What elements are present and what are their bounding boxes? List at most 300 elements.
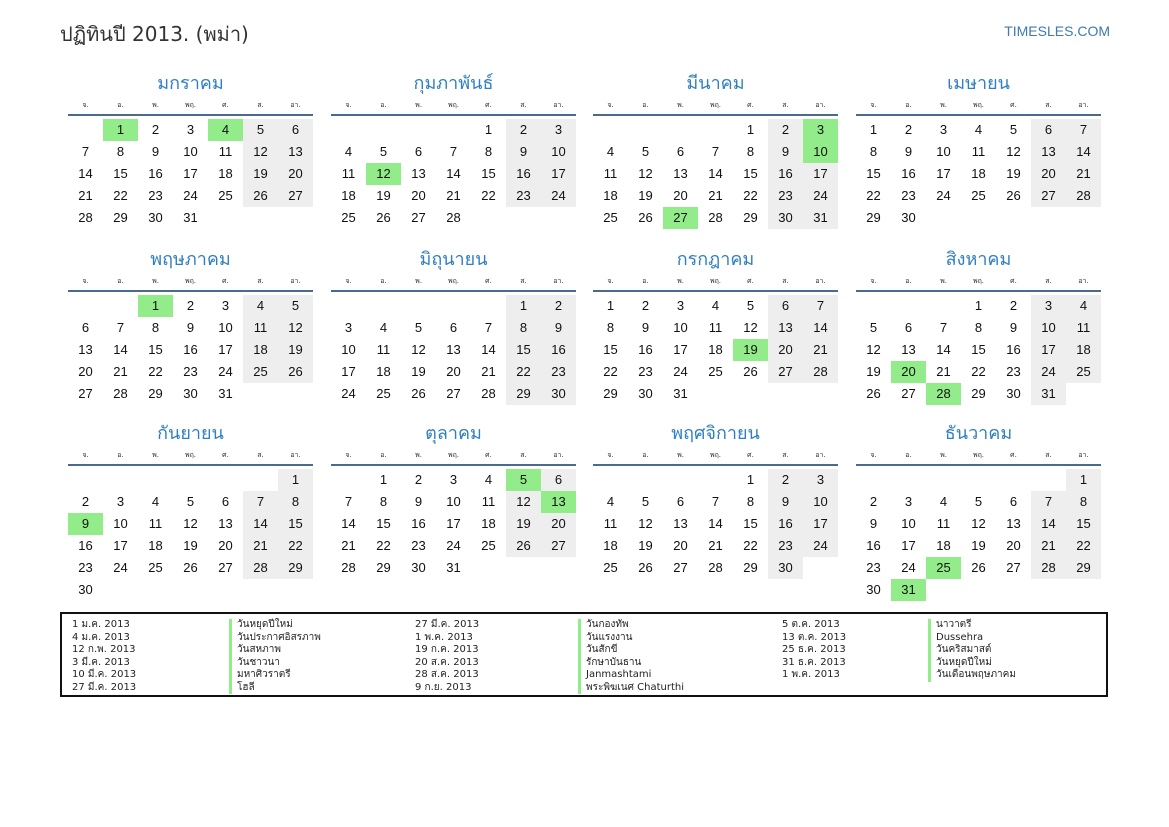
- weekday-label: พ.: [152, 451, 159, 459]
- month-block: [331, 248, 576, 405]
- day-cell: 14: [341, 516, 356, 531]
- weekday-label: ศ.: [1010, 101, 1017, 109]
- day-cell: 4: [243, 295, 278, 317]
- day-cell: 4: [208, 119, 243, 141]
- day-cell: 14: [113, 342, 128, 357]
- weekday-label: ศ.: [747, 451, 754, 459]
- empty-cell: [891, 295, 926, 317]
- weekday-header: [331, 446, 576, 466]
- empty-cell: [208, 469, 243, 491]
- weekday-label: ศ.: [485, 451, 492, 459]
- weekday-label: อ.: [905, 277, 912, 285]
- day-cell: 28: [113, 386, 128, 401]
- empty-cell: [331, 469, 366, 491]
- weekday-label: ศ.: [485, 101, 492, 109]
- legend-date: 1 พ.ค. 2013: [782, 669, 840, 680]
- day-cell: 26: [243, 185, 278, 207]
- legend-date: 13 ต.ค. 2013: [782, 631, 847, 643]
- day-cell: 17: [446, 516, 461, 531]
- legend-date: 4 ม.ค. 2013: [72, 631, 130, 643]
- day-cell: 4: [151, 494, 160, 509]
- weekday-label: อา.: [290, 451, 301, 459]
- day-cell: 23: [901, 188, 916, 203]
- day-cell: 19: [971, 538, 986, 553]
- empty-cell: [698, 469, 733, 491]
- day-cell: 11: [376, 342, 391, 357]
- weekday-label: อ.: [117, 451, 124, 459]
- legend-date: 31 ธ.ค. 2013: [782, 656, 846, 668]
- day-cell: 19: [866, 364, 881, 379]
- day-cell: 14: [446, 166, 461, 181]
- day-cell: 19: [638, 538, 653, 553]
- day-cell: 14: [708, 166, 723, 181]
- weekday-label: ส.: [257, 101, 264, 109]
- day-cell: 22: [603, 364, 618, 379]
- day-cell: 6: [221, 494, 230, 509]
- empty-cell: [401, 295, 436, 317]
- weekday-label: อ.: [117, 277, 124, 285]
- empty-cell: [243, 469, 278, 491]
- month-title: มิถุนายน: [419, 249, 488, 270]
- day-cell: 18: [218, 166, 233, 181]
- legend-holiday-name: วันหยุดปีใหม่: [229, 619, 321, 632]
- day-cell: 18: [148, 538, 163, 553]
- weekday-label: พ.: [940, 451, 947, 459]
- day-cell: 12: [243, 141, 278, 163]
- day-cell: 31: [803, 207, 838, 229]
- day-cell: 26: [506, 535, 541, 557]
- day-grid: [68, 295, 313, 405]
- day-cell: 13: [278, 141, 313, 163]
- day-cell: 25: [376, 386, 391, 401]
- day-cell: 27: [411, 210, 426, 225]
- empty-cell: [366, 119, 401, 141]
- day-cell: 10: [113, 516, 128, 531]
- day-grid: [593, 119, 838, 229]
- day-cell: 21: [78, 188, 93, 203]
- day-cell: 19: [278, 339, 313, 361]
- day-cell: 22: [148, 364, 163, 379]
- day-cell: 7: [344, 494, 353, 509]
- weekday-label: ส.: [520, 451, 527, 459]
- day-cell: 26: [376, 210, 391, 225]
- day-cell: 23: [78, 560, 93, 575]
- legend-holiday-name: วันเดือนพฤษภาคม: [928, 669, 1016, 682]
- day-cell: 6: [449, 320, 458, 335]
- day-cell: 15: [481, 166, 496, 181]
- day-cell: 21: [446, 188, 461, 203]
- day-cell: 28: [926, 383, 961, 405]
- day-cell: 14: [243, 513, 278, 535]
- weekday-label: อ.: [905, 101, 912, 109]
- day-cell: 2: [186, 298, 195, 313]
- day-cell: 5: [974, 494, 983, 509]
- day-cell: 30: [183, 386, 198, 401]
- day-cell: 16: [901, 166, 916, 181]
- day-cell: 14: [708, 516, 723, 531]
- weekday-label: อา.: [290, 101, 301, 109]
- empty-cell: [68, 469, 103, 491]
- legend-date: 19 ก.ค. 2013: [415, 644, 479, 655]
- day-cell: 7: [484, 320, 493, 335]
- day-cell: 22: [481, 188, 496, 203]
- day-cell: 27: [663, 207, 698, 229]
- day-cell: 3: [116, 494, 125, 509]
- day-cell: 25: [603, 560, 618, 575]
- weekday-label: ศ.: [747, 101, 754, 109]
- month-block: [856, 248, 1101, 405]
- weekday-header: [68, 272, 313, 292]
- empty-cell: [628, 469, 663, 491]
- day-cell: 7: [81, 144, 90, 159]
- day-cell: 13: [541, 491, 576, 513]
- legend-names-col-3: [928, 619, 1016, 682]
- day-cell: 13: [218, 516, 233, 531]
- day-cell: 19: [411, 364, 426, 379]
- day-cell: 11: [218, 144, 233, 159]
- day-cell: 9: [68, 513, 103, 535]
- day-cell: 23: [1006, 364, 1021, 379]
- day-cell: 31: [446, 560, 461, 575]
- legend-date: 12 ก.พ. 2013: [72, 644, 136, 655]
- day-cell: 4: [484, 472, 493, 487]
- weekday-label: พ.: [152, 277, 159, 285]
- day-cell: 17: [341, 364, 356, 379]
- month-block: [856, 422, 1101, 601]
- day-cell: 16: [148, 166, 163, 181]
- month-title: พฤศจิกายน: [671, 423, 760, 444]
- day-cell: 25: [341, 210, 356, 225]
- day-cell: 12: [366, 163, 401, 185]
- day-cell: 8: [278, 491, 313, 513]
- day-cell: 7: [449, 144, 458, 159]
- day-cell: 24: [901, 560, 916, 575]
- empty-cell: [1031, 469, 1066, 491]
- day-cell: 12: [971, 516, 986, 531]
- day-cell: 15: [603, 342, 618, 357]
- day-cell: 29: [113, 210, 128, 225]
- day-cell: 12: [1006, 144, 1021, 159]
- day-cell: 27: [673, 560, 688, 575]
- empty-cell: [471, 295, 506, 317]
- legend-date: 27 มี.ค. 2013: [415, 619, 480, 630]
- day-cell: 5: [506, 469, 541, 491]
- day-cell: 30: [866, 582, 881, 597]
- weekday-label: พฤ.: [447, 451, 460, 459]
- day-cell: 1: [506, 295, 541, 317]
- day-cell: 2: [414, 472, 423, 487]
- day-cell: 11: [971, 144, 986, 159]
- day-cell: 10: [183, 144, 198, 159]
- weekday-header: [68, 446, 313, 466]
- day-grid: [856, 469, 1101, 601]
- day-cell: 2: [641, 298, 650, 313]
- weekday-label: อา.: [815, 451, 826, 459]
- day-cell: 4: [711, 298, 720, 313]
- day-cell: 12: [278, 317, 313, 339]
- day-cell: 9: [768, 141, 803, 163]
- day-cell: 21: [708, 188, 723, 203]
- weekday-label: ศ.: [1010, 277, 1017, 285]
- day-cell: 3: [803, 469, 838, 491]
- day-cell: 4: [974, 122, 983, 137]
- month-title: กันยายน: [157, 423, 224, 444]
- day-cell: 27: [1031, 185, 1066, 207]
- day-cell: 23: [541, 361, 576, 383]
- legend-dates-col-3: [782, 619, 846, 682]
- weekday-label: จ.: [607, 101, 614, 109]
- empty-cell: [68, 119, 103, 141]
- day-cell: 19: [243, 163, 278, 185]
- weekday-label: ส.: [257, 277, 264, 285]
- empty-cell: [68, 295, 103, 317]
- day-cell: 18: [481, 516, 496, 531]
- day-cell: 18: [603, 188, 618, 203]
- month-title: พฤษภาคม: [150, 249, 231, 270]
- weekday-label: ส.: [1045, 101, 1052, 109]
- day-cell: 5: [243, 119, 278, 141]
- day-cell: 6: [676, 144, 685, 159]
- day-cell: 3: [939, 122, 948, 137]
- legend-holiday-name: วันสักขี: [578, 644, 684, 657]
- weekday-label: จ.: [607, 277, 614, 285]
- day-cell: 20: [78, 364, 93, 379]
- legend-date: 28 ส.ค. 2013: [415, 669, 479, 680]
- weekday-label: พฤ.: [184, 101, 197, 109]
- day-cell: 20: [1006, 538, 1021, 553]
- weekday-label: ส.: [782, 101, 789, 109]
- day-cell: 27: [768, 361, 803, 383]
- day-cell: 16: [1006, 342, 1021, 357]
- day-cell: 8: [869, 144, 878, 159]
- day-cell: 30: [541, 383, 576, 405]
- day-cell: 16: [866, 538, 881, 553]
- day-cell: 4: [344, 144, 353, 159]
- weekday-label: อ.: [380, 451, 387, 459]
- empty-cell: [436, 119, 471, 141]
- weekday-header: [68, 96, 313, 116]
- day-cell: 1: [974, 298, 983, 313]
- day-cell: 21: [243, 535, 278, 557]
- day-cell: 10: [901, 516, 916, 531]
- weekday-label: พฤ.: [709, 101, 722, 109]
- legend-holiday-name: โฮลี: [229, 682, 321, 695]
- weekday-label: จ.: [870, 101, 877, 109]
- legend-date: 9 ก.ย. 2013: [415, 681, 472, 693]
- day-cell: 30: [78, 582, 93, 597]
- day-cell: 28: [1066, 185, 1101, 207]
- day-cell: 11: [481, 494, 496, 509]
- legend-holiday-name: รักษาบันธาน: [578, 657, 684, 670]
- day-cell: 24: [541, 185, 576, 207]
- day-cell: 7: [116, 320, 125, 335]
- weekday-label: ศ.: [222, 277, 229, 285]
- day-cell: 11: [148, 516, 163, 531]
- day-cell: 5: [186, 494, 195, 509]
- day-cell: 14: [78, 166, 93, 181]
- day-cell: 4: [606, 144, 615, 159]
- day-cell: 20: [411, 188, 426, 203]
- legend-holiday-name: วันประกาศอิสรภาพ: [229, 632, 321, 645]
- day-cell: 11: [603, 516, 618, 531]
- empty-cell: [331, 119, 366, 141]
- day-cell: 19: [1006, 166, 1021, 181]
- day-cell: 8: [484, 144, 493, 159]
- weekday-label: ส.: [1045, 277, 1052, 285]
- day-cell: 29: [1066, 557, 1101, 579]
- day-cell: 15: [971, 342, 986, 357]
- day-grid: [593, 469, 838, 579]
- day-cell: 1: [1066, 469, 1101, 491]
- day-cell: 11: [936, 516, 951, 531]
- day-cell: 20: [673, 538, 688, 553]
- legend-holiday-name: วันหยุดปีใหม่: [928, 657, 1016, 670]
- day-cell: 29: [603, 386, 618, 401]
- day-cell: 15: [278, 513, 313, 535]
- weekday-label: จ.: [345, 451, 352, 459]
- day-cell: 18: [708, 342, 723, 357]
- day-cell: 25: [243, 361, 278, 383]
- month-title: ตุลาคม: [425, 423, 482, 444]
- day-cell: 3: [1031, 295, 1066, 317]
- day-cell: 21: [936, 364, 951, 379]
- day-grid: [856, 119, 1101, 229]
- weekday-header: [593, 446, 838, 466]
- day-cell: 13: [1006, 516, 1021, 531]
- day-cell: 7: [1066, 119, 1101, 141]
- day-cell: 13: [78, 342, 93, 357]
- weekday-label: ส.: [782, 451, 789, 459]
- empty-cell: [926, 469, 961, 491]
- weekday-label: อ.: [117, 101, 124, 109]
- day-cell: 7: [243, 491, 278, 513]
- legend-date: 25 ธ.ค. 2013: [782, 644, 846, 655]
- month-block: [68, 422, 313, 601]
- weekday-header: [856, 272, 1101, 292]
- day-cell: 30: [768, 557, 803, 579]
- brand-link[interactable]: TIMESLES.COM: [1004, 23, 1110, 39]
- month-block: [68, 248, 313, 405]
- month-title: ธันวาคม: [944, 423, 1013, 444]
- weekday-label: พฤ.: [709, 451, 722, 459]
- weekday-label: จ.: [870, 277, 877, 285]
- day-cell: 16: [411, 516, 426, 531]
- day-cell: 1: [379, 472, 388, 487]
- legend-date: 20 ส.ค. 2013: [415, 656, 479, 668]
- day-cell: 9: [151, 144, 160, 159]
- day-cell: 24: [803, 535, 838, 557]
- day-cell: 7: [1031, 491, 1066, 513]
- day-cell: 2: [81, 494, 90, 509]
- day-cell: 24: [803, 185, 838, 207]
- month-title: กรกฎาคม: [676, 249, 755, 270]
- day-cell: 8: [746, 144, 755, 159]
- day-cell: 24: [673, 364, 688, 379]
- day-cell: 10: [446, 494, 461, 509]
- empty-cell: [436, 295, 471, 317]
- day-cell: 22: [743, 538, 758, 553]
- weekday-label: อ.: [380, 101, 387, 109]
- empty-cell: [103, 295, 138, 317]
- weekday-label: พฤ.: [972, 451, 985, 459]
- day-cell: 22: [506, 361, 541, 383]
- day-cell: 17: [901, 538, 916, 553]
- weekday-label: ส.: [520, 101, 527, 109]
- day-cell: 28: [341, 560, 356, 575]
- day-cell: 3: [186, 122, 195, 137]
- weekday-label: พ.: [677, 451, 684, 459]
- day-cell: 14: [803, 317, 838, 339]
- day-grid: [331, 295, 576, 405]
- day-cell: 30: [1006, 386, 1021, 401]
- day-cell: 11: [341, 166, 356, 181]
- day-cell: 2: [768, 119, 803, 141]
- day-cell: 18: [971, 166, 986, 181]
- day-cell: 15: [148, 342, 163, 357]
- day-cell: 16: [768, 513, 803, 535]
- weekday-header: [593, 96, 838, 116]
- day-cell: 26: [183, 560, 198, 575]
- day-cell: 15: [113, 166, 128, 181]
- day-cell: 19: [183, 538, 198, 553]
- empty-cell: [593, 119, 628, 141]
- day-cell: 23: [768, 535, 803, 557]
- day-cell: 1: [746, 472, 755, 487]
- day-cell: 12: [638, 516, 653, 531]
- day-cell: 24: [113, 560, 128, 575]
- day-cell: 27: [218, 560, 233, 575]
- day-cell: 30: [768, 207, 803, 229]
- weekday-label: จ.: [870, 451, 877, 459]
- weekday-label: ส.: [520, 277, 527, 285]
- weekday-label: ศ.: [1010, 451, 1017, 459]
- day-cell: 22: [971, 364, 986, 379]
- day-cell: 2: [869, 494, 878, 509]
- day-cell: 3: [449, 472, 458, 487]
- day-cell: 16: [768, 163, 803, 185]
- weekday-label: อ.: [380, 277, 387, 285]
- day-cell: 14: [936, 342, 951, 357]
- day-cell: 11: [708, 320, 723, 335]
- day-cell: 29: [743, 210, 758, 225]
- day-cell: 15: [376, 516, 391, 531]
- day-cell: 25: [926, 557, 961, 579]
- day-cell: 10: [541, 141, 576, 163]
- weekday-label: จ.: [607, 451, 614, 459]
- day-cell: 8: [151, 320, 160, 335]
- day-cell: 7: [803, 295, 838, 317]
- day-cell: 24: [341, 386, 356, 401]
- weekday-label: อา.: [815, 101, 826, 109]
- day-cell: 3: [344, 320, 353, 335]
- day-cell: 26: [866, 386, 881, 401]
- legend-holiday-name: Dussehra: [928, 632, 1016, 645]
- day-cell: 9: [1009, 320, 1018, 335]
- day-grid: [593, 295, 838, 405]
- day-cell: 19: [506, 513, 541, 535]
- day-cell: 21: [481, 364, 496, 379]
- month-block: [856, 72, 1101, 229]
- month-block: [331, 422, 576, 579]
- weekday-label: พฤ.: [447, 277, 460, 285]
- empty-cell: [856, 295, 891, 317]
- day-cell: 28: [446, 210, 461, 225]
- day-cell: 27: [1006, 560, 1021, 575]
- legend-date: 1 พ.ค. 2013: [415, 631, 473, 643]
- day-cell: 8: [1066, 491, 1101, 513]
- day-cell: 22: [743, 188, 758, 203]
- day-cell: 30: [411, 560, 426, 575]
